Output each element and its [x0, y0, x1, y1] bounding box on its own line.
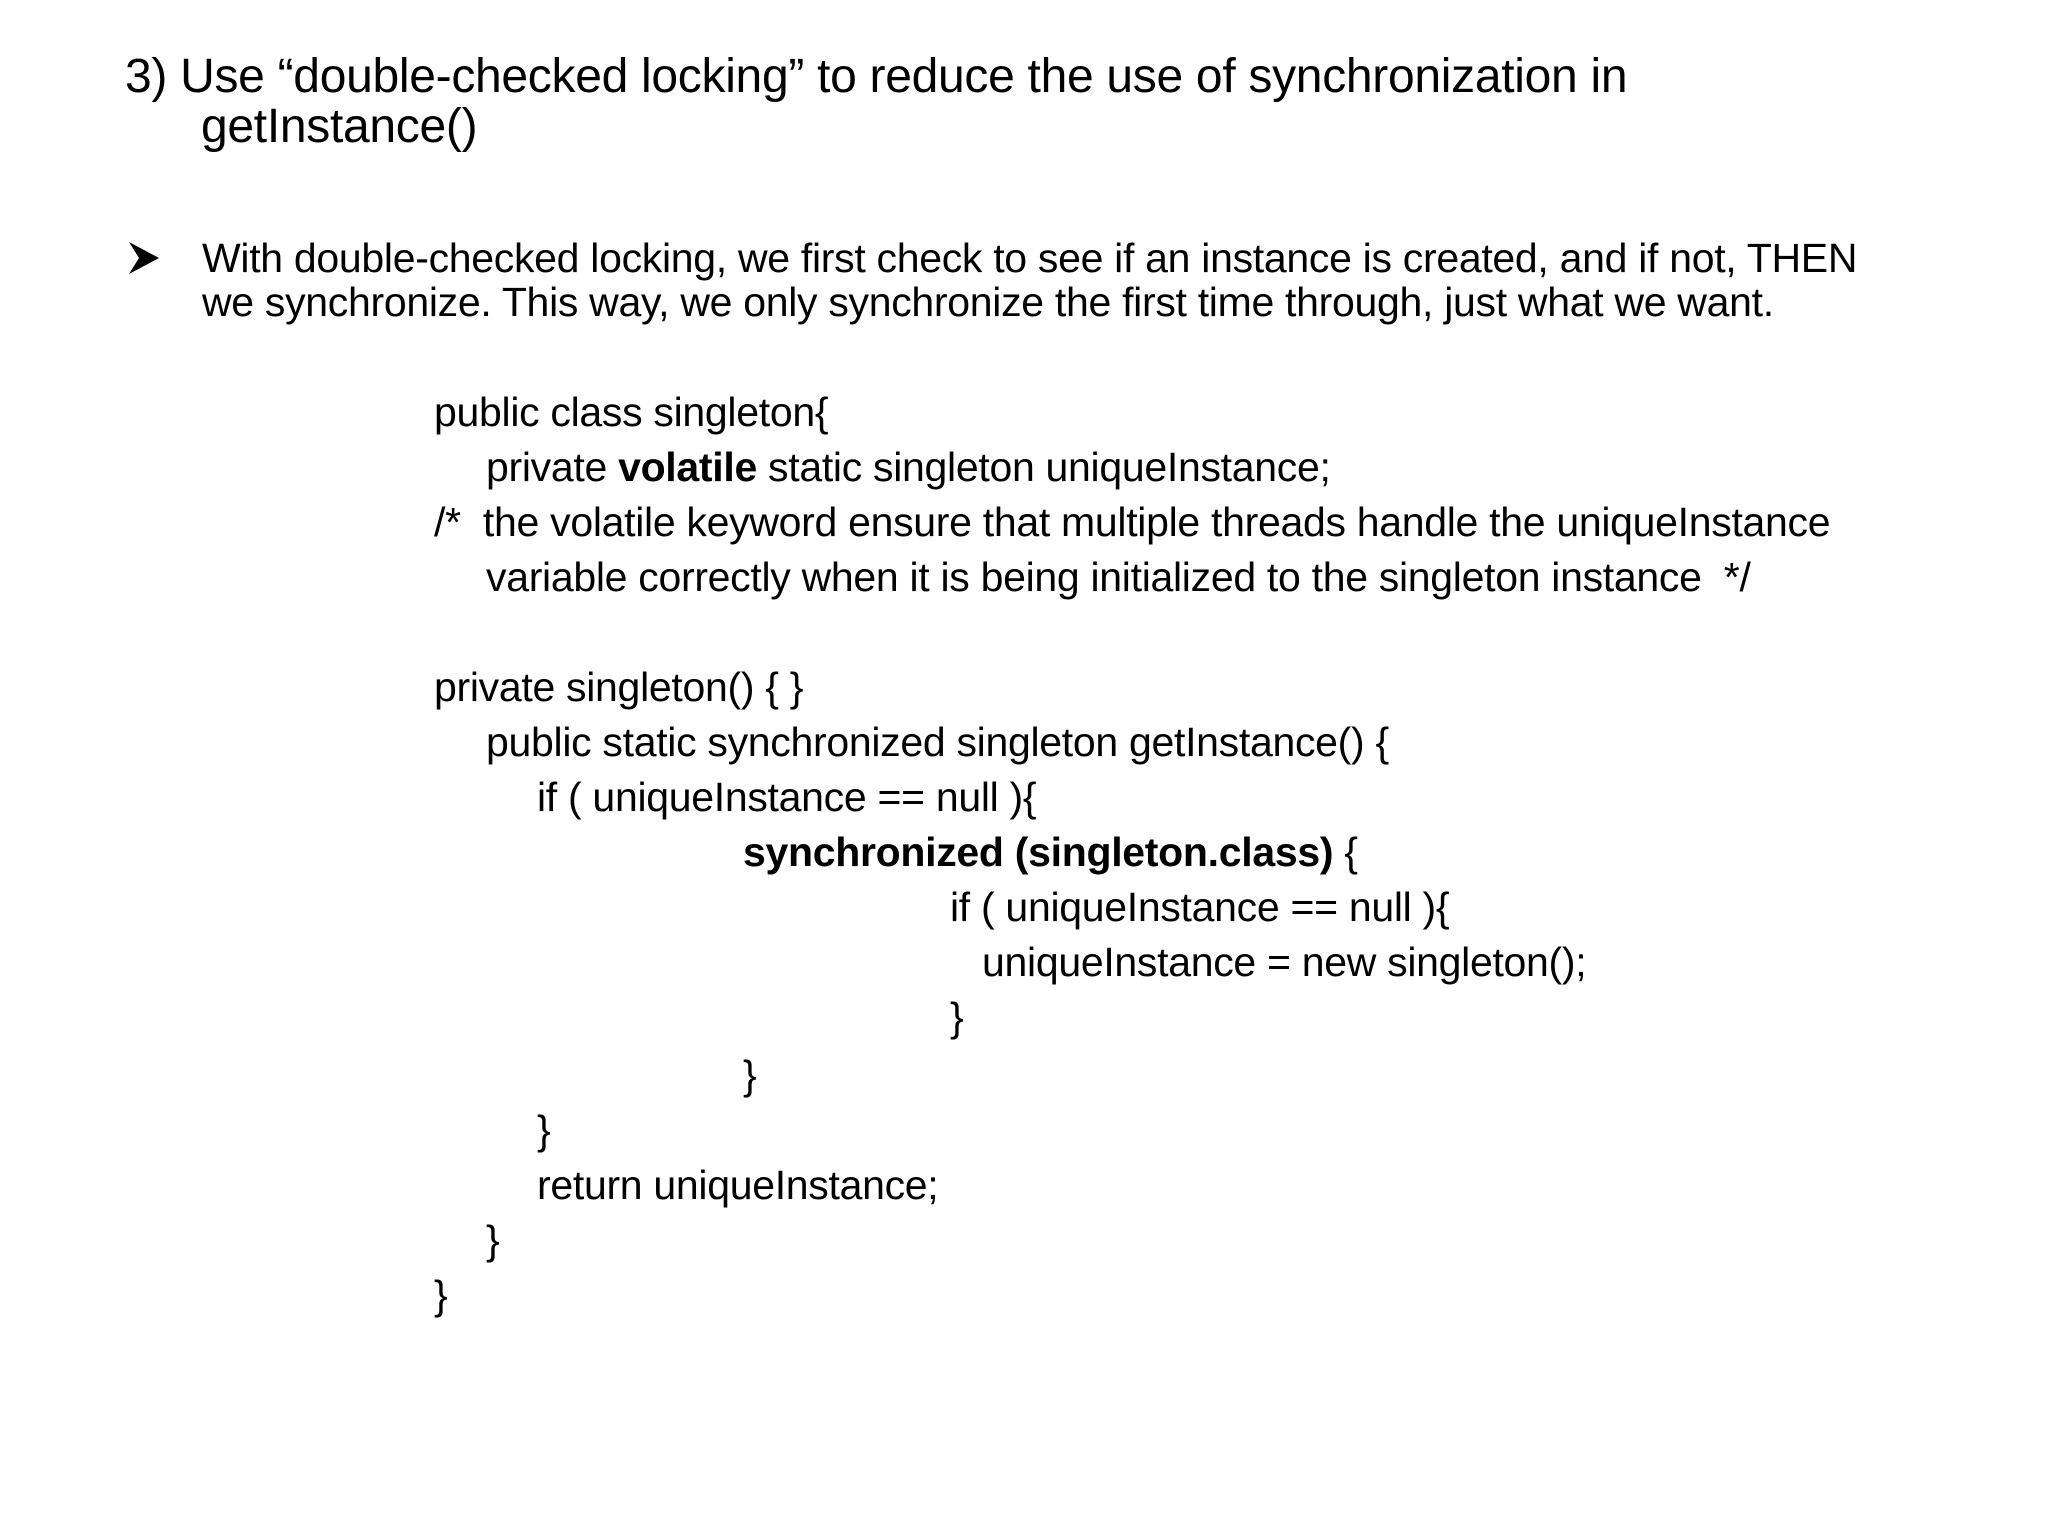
- code-line-8: [743, 830, 1358, 874]
- code-line-2-pre: private: [486, 444, 619, 490]
- code-line-8-post: {: [1333, 829, 1358, 875]
- title-line-1: 3) Use “double-checked locking” to reduce the use of synchronization in: [125, 50, 1628, 103]
- code-line-15: }: [486, 1217, 500, 1263]
- code-line-13: }: [537, 1107, 551, 1153]
- code-line-1: public class singleton{: [434, 389, 829, 435]
- code-line-2: [486, 445, 1331, 489]
- code-line-5: private singleton() { }: [434, 664, 804, 710]
- code-line-9: if ( uniqueInstance == null ){: [950, 884, 1450, 930]
- code-line-7: if ( uniqueInstance == null ){: [537, 774, 1037, 820]
- code-line-6: public static synchronized singleton getInstance() {: [486, 719, 1389, 765]
- code-line-11: }: [950, 994, 964, 1040]
- code-line-2-post: static singleton uniqueInstance;: [756, 444, 1331, 490]
- code-comment-line-1: /* the volatile keyword ensure that multiple threads handle the uniqueInstance: [434, 499, 1831, 545]
- volatile-keyword: volatile: [618, 444, 757, 490]
- code-line-12: }: [743, 1052, 757, 1098]
- bullet-text: [202, 236, 2002, 324]
- slide-title: [125, 52, 1945, 152]
- arrowhead-bullet-icon: [125, 236, 165, 280]
- code-line-10: uniqueInstance = new singleton();: [982, 939, 1587, 985]
- code-line-14: return uniqueInstance;: [537, 1162, 939, 1208]
- bullet-text-line-1: With double-checked locking, we first check to see if an instance is created, and if not, THEN: [202, 235, 1858, 281]
- code-comment-line-2: variable correctly when it is being initialized to the singleton instance */: [486, 554, 1751, 600]
- code-line-16: }: [434, 1272, 448, 1318]
- synchronized-block-keyword: synchronized (singleton.class): [743, 829, 1334, 875]
- bullet-text-line-2: we synchronize. This way, we only synchronize the first time through, just what we want.: [202, 279, 1774, 325]
- title-line-2: getInstance(): [201, 100, 478, 153]
